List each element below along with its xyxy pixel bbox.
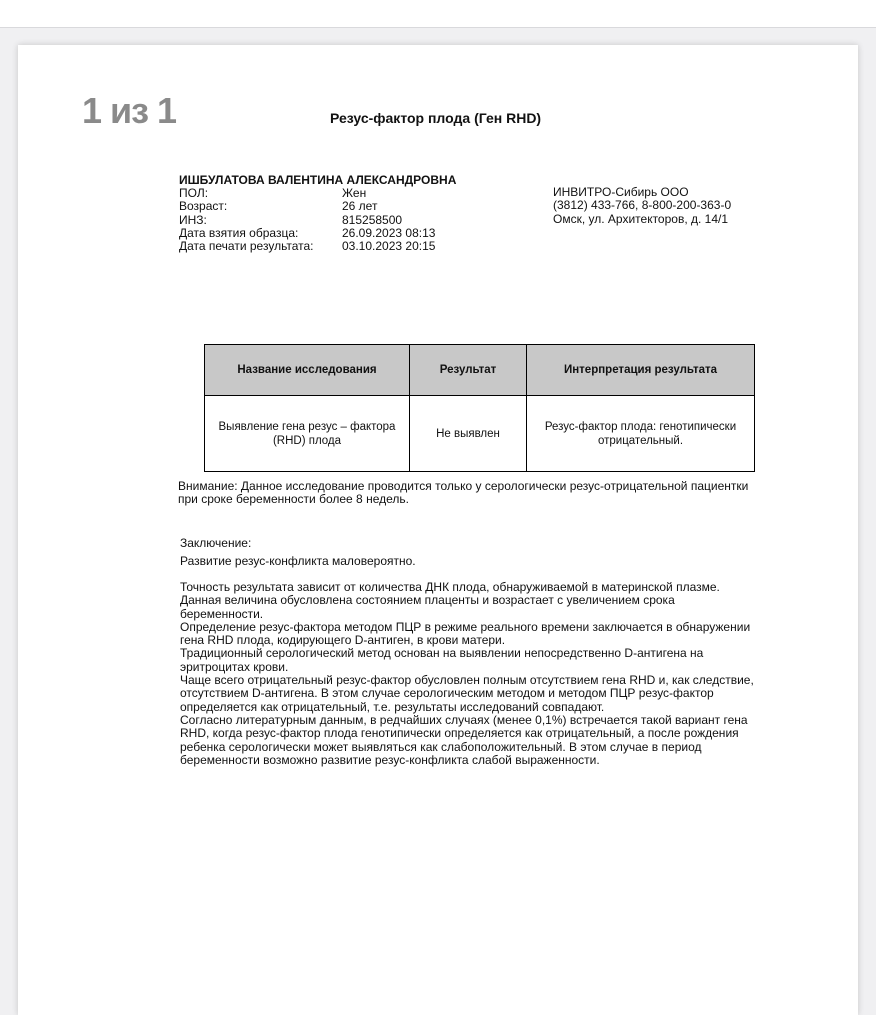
- cell-interpretation: Резус-фактор плода: генотипически отрицательный.: [527, 396, 755, 472]
- note-paragraph: Определение резус-фактора методом ПЦР в режиме реального времени заключается в обнаружении гена RHD плода, кодирующего D-антиген, в крови матери.: [180, 619, 751, 648]
- document-page[interactable]: [18, 45, 858, 1015]
- patient-name: ИШБУЛАТОВА ВАЛЕНТИНА АЛЕКСАНДРОВНА: [179, 173, 457, 187]
- field-row-inz: [179, 214, 435, 227]
- note-paragraph: Согласно литературным данным, в редчайших случаях (менее 0,1%) встречается такой вариант гена RHD, когда резус-фактор плода генотипически определяется как отрицательный, а после рождения ребенка серологически может выявляться как слабоположительный. В этом случае в период беременности возможно развитие резус-конфликта слабой выраженности.: [180, 712, 748, 767]
- field-row-sex: [179, 187, 435, 200]
- field-value: 03.10.2023 20:15: [342, 239, 436, 254]
- field-value: 26.09.2023 08:13: [342, 225, 436, 240]
- field-label: Дата печати результата:: [179, 239, 314, 254]
- table-header-row: [205, 345, 755, 396]
- lab-phones: (3812) 433-766, 8-800-200-363-0: [553, 198, 732, 213]
- field-label: Возраст:: [179, 199, 228, 214]
- header-test-name: Название исследования: [205, 345, 410, 396]
- note-paragraph: Точность результата зависит от количества ДНК плода, обнаруживаемой в материнской плазме. Данная величина обусловлена состоянием плаценты и возрастает с увеличением срока беременности.: [180, 580, 720, 621]
- field-label: Дата взятия образца:: [179, 225, 299, 240]
- field-value: Жен: [342, 186, 367, 200]
- cell-test-name: Выявление гена резус – фактора (RHD) плода: [205, 396, 410, 472]
- field-label: ПОЛ:: [179, 186, 209, 200]
- lab-address: Омск, ул. Архитекторов, д. 14/1: [553, 211, 729, 226]
- patient-fields: [179, 187, 435, 253]
- document-title: Резус-фактор плода (Ген RHD): [330, 110, 542, 126]
- field-value: 815258500: [342, 212, 403, 227]
- viewer-toolbar: [0, 0, 876, 28]
- field-value: 26 лет: [342, 199, 378, 214]
- conclusion-label: Заключение:: [180, 536, 252, 550]
- page-indicator: 1 из 1: [82, 90, 177, 131]
- note-paragraph: Традиционный серологический метод основан на выявлении непосредственно D-антигена на эритроцитах крови.: [180, 646, 704, 674]
- header-interpretation: Интерпретация результата: [527, 345, 755, 396]
- field-row-age: [179, 200, 435, 213]
- lab-info: [553, 186, 731, 226]
- field-row-print-date: [179, 240, 435, 253]
- field-label: ИНЗ:: [179, 212, 207, 227]
- note-paragraph: Чаще всего отрицательный резус-фактор обусловлен полным отсутствием гена RHD и, как следствие, отсутствием D-антигена. В этом случае серологическим методом и методом ПЦР резус-фактор определяется как отрицательный, т.е. результаты исследований совпадают.: [180, 673, 754, 714]
- results-table: [204, 344, 755, 472]
- conclusion-text: Развитие резус-конфликта маловероятно.: [180, 554, 416, 568]
- explanatory-notes: [180, 581, 760, 767]
- header-result: Результат: [410, 345, 527, 396]
- table-row: [205, 396, 755, 472]
- lab-name: ИНВИТРО-Сибирь ООО: [553, 185, 689, 199]
- warning-note: Внимание: Данное исследование проводится только у серологически резус-отрицательной пациентки при сроке беременности более 8 недель.: [178, 479, 749, 507]
- field-row-sample-date: [179, 227, 435, 240]
- cell-result: Не выявлен: [410, 396, 527, 472]
